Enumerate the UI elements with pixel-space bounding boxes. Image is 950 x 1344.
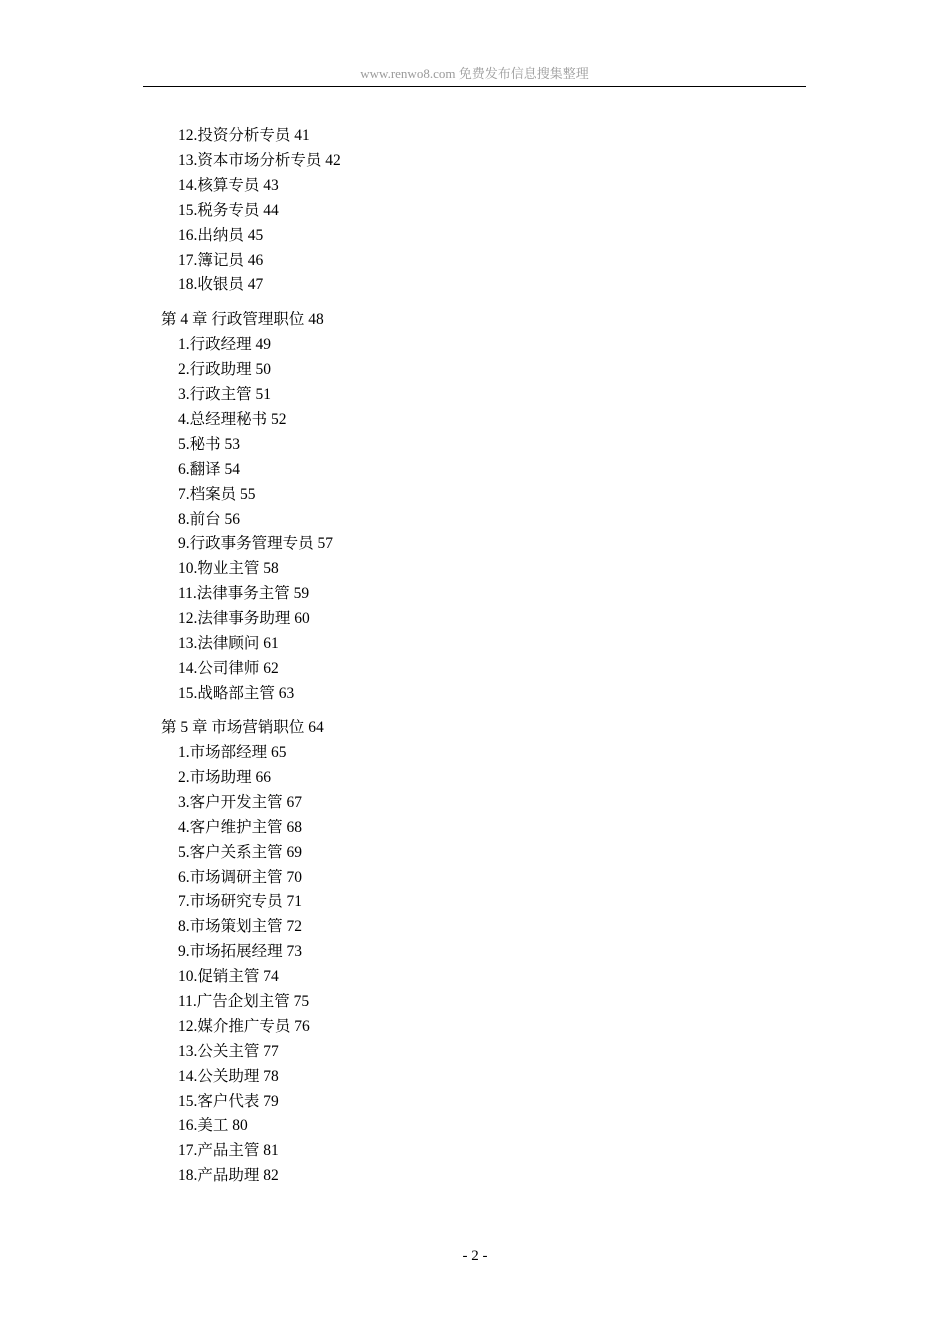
- toc-entry: 17.簿记员 46: [178, 251, 264, 269]
- toc-entry: 8.前台 56: [178, 510, 241, 528]
- toc-entry: 3.行政主管 51: [178, 385, 272, 403]
- toc-entry: 15.税务专员 44: [178, 201, 279, 219]
- chapter-heading: 第 4 章 行政管理职位 48: [161, 311, 324, 328]
- toc-entry: 15.客户代表 79: [178, 1092, 279, 1110]
- toc-entry: 17.产品主管 81: [178, 1142, 279, 1160]
- toc-entry: 14.公司律师 62: [178, 660, 279, 678]
- toc-entry: 9.行政事务管理专员 57: [178, 535, 334, 553]
- toc-entry: 6.翻译 54: [178, 460, 241, 478]
- toc-entry: 11.法律事务主管 59: [178, 585, 310, 603]
- page-header: [143, 64, 806, 87]
- page-number: - 2 -: [462, 1248, 488, 1264]
- toc-entry: 10.促销主管 74: [178, 968, 279, 985]
- toc-entry: 2.市场助理 66: [178, 768, 272, 786]
- header-text: 免费发布信息搜集整理: [458, 66, 589, 81]
- toc-entry: 13.资本市场分析专员 42: [178, 151, 341, 169]
- toc-entry: 1.行政经理 49: [178, 336, 272, 353]
- toc-entry: 11.广告企划主管 75: [178, 992, 310, 1010]
- toc-entry: 7.档案员 55: [178, 485, 256, 503]
- toc-entry: 6.市场调研主管 70: [178, 868, 303, 886]
- toc-entry: 12.媒介推广专员 76: [178, 1017, 310, 1035]
- toc-entry: 8.市场策划主管 72: [178, 918, 303, 936]
- chapter-heading: 第 5 章 市场营销职位 64: [161, 719, 324, 736]
- toc-entry: 15.战略部主管 63: [178, 685, 295, 702]
- toc-entry: 3.客户开发主管 67: [178, 793, 303, 811]
- toc-entry: 4.客户维护主管 68: [178, 818, 303, 836]
- toc-entry: 13.公关主管 77: [178, 1042, 279, 1060]
- toc-entry: 14.公关助理 78: [178, 1067, 279, 1085]
- toc-entry: 2.行政助理 50: [178, 360, 272, 378]
- toc-entry: 14.核算专员 43: [178, 176, 279, 194]
- toc-entry: 16.美工 80: [178, 1117, 248, 1135]
- toc-entry: 18.收银员 47: [178, 276, 264, 294]
- toc-entry: 18.产品助理 82: [178, 1167, 279, 1185]
- toc-entry: 16.出纳员 45: [178, 226, 264, 244]
- toc-entry: 5.客户关系主管 69: [178, 843, 303, 861]
- toc-entry: 4.总经理秘书 52: [178, 410, 287, 428]
- toc-entry: 12.投资分析专员 41: [178, 127, 310, 144]
- toc-entry: 9.市场拓展经理 73: [178, 943, 303, 961]
- toc-entry: 1.市场部经理 65: [178, 744, 287, 761]
- toc-entry: 10.物业主管 58: [178, 560, 279, 578]
- header-site: www.renwo8.com: [360, 66, 456, 81]
- toc-entry: 13.法律顾问 61: [178, 635, 279, 653]
- toc-entry: 5.秘书 53: [178, 435, 241, 453]
- toc-entry: 12.法律事务助理 60: [178, 610, 310, 628]
- toc-entry: 7.市场研究专员 71: [178, 893, 303, 911]
